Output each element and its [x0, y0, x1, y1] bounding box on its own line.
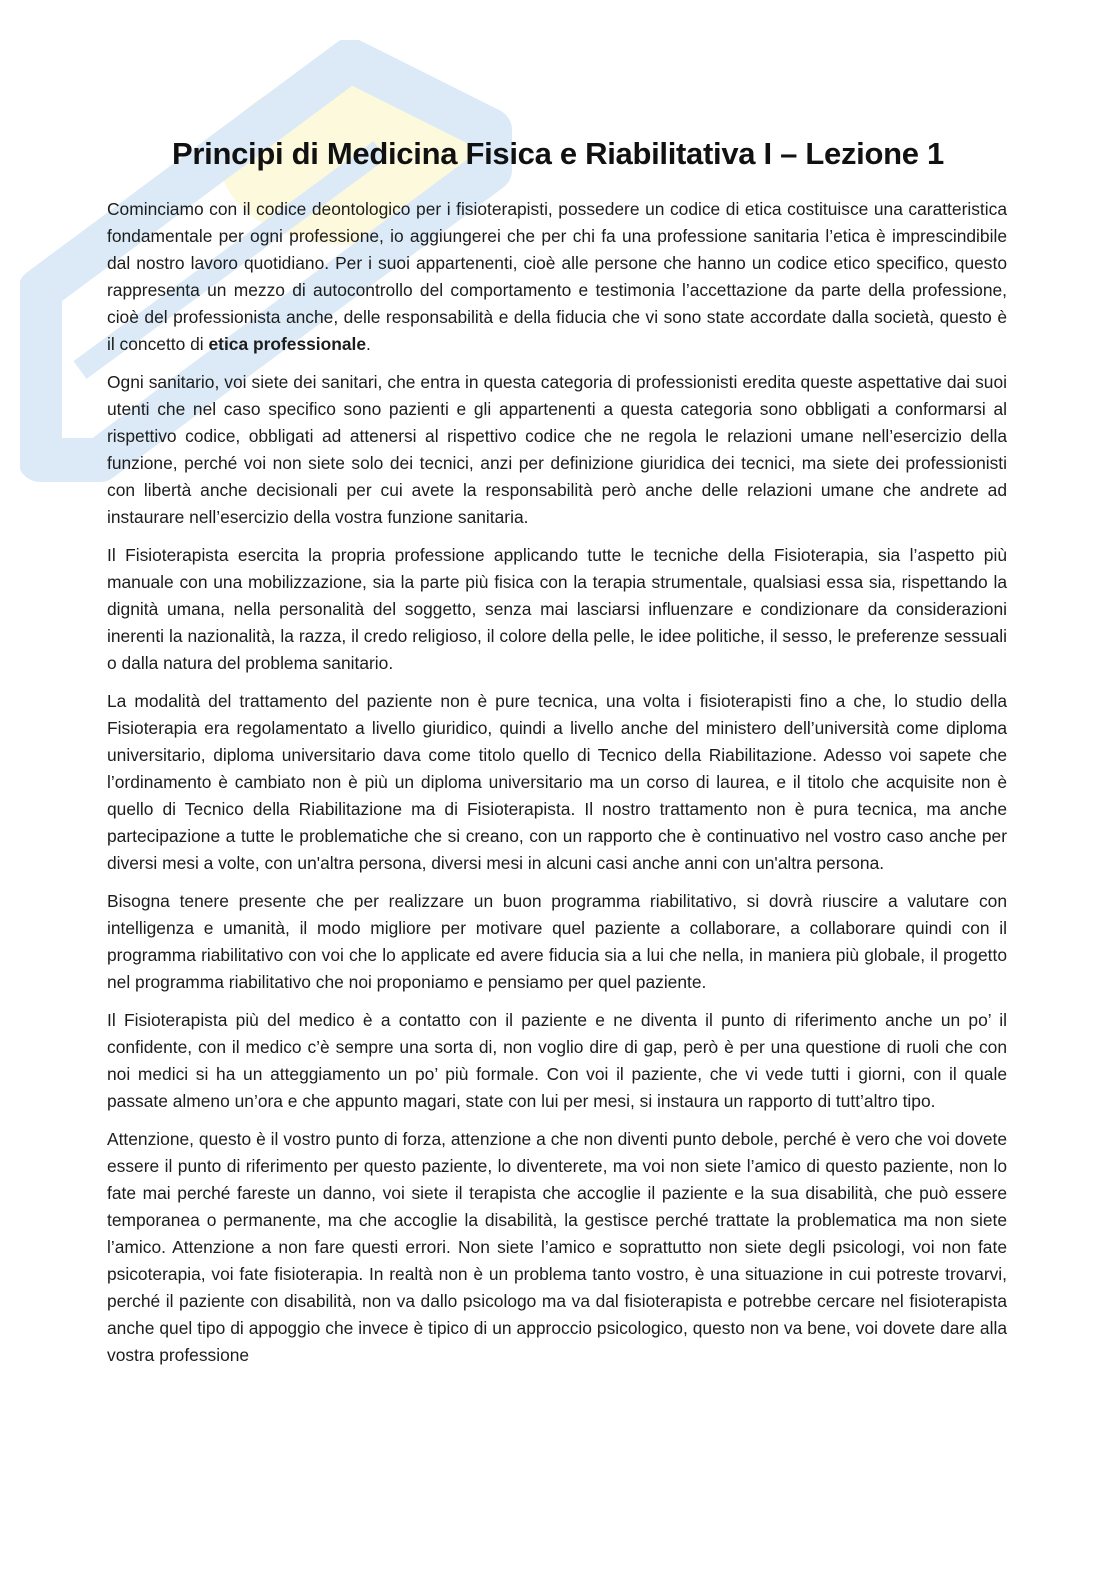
paragraph-1-end: .: [366, 334, 371, 354]
paragraph-2: Ogni sanitario, voi siete dei sanitari, che entra in questa categoria di professionisti eredita queste aspettative dai suoi utenti che nel caso specifico sono pazienti e gli appartenenti a questa categoria sono obbligati a conformarsi al rispettivo codice, obbligati ad attenersi al rispettivo codice che ne regola le relazioni umane nell’esercizio della funzione, perché voi non siete solo dei tecnici, anzi per definizione giuridica dei tecnici, ma siete dei professionisti con libertà anche decisionali per cui avete la responsabilità però anche delle relazioni umane che andrete ad instaurare nell’esercizio della vostra funzione sanitaria.: [107, 372, 1007, 527]
paragraph-6: Il Fisioterapista più del medico è a contatto con il paziente e ne diventa il punto di riferimento anche un po’ il confidente, con il medico c’è sempre una sorta di, non voglio dire di gap, però è per una questione di ruoli che con noi medici si ha un atteggiamento un po’ più formale. Con voi il paziente, che vi vede tutti i giorni, con il quale passate almeno un’ora e che appunto magari, state con lui per mesi, si instaura un rapporto di tutt’altro tipo.: [107, 1010, 1007, 1111]
paragraph-5: Bisogna tenere presente che per realizzare un buon programma riabilitativo, si dovrà riuscire a valutare con intelligenza e umanità, il modo migliore per motivare quel paziente a collaborare, a collaborare quindi con il programma riabilitativo con voi che lo applicate ed avere fiducia sia a lui che nella, in maniera più globale, il progetto nel programma riabilitativo che noi proponiamo e pensiamo per quel paziente.: [107, 891, 1007, 992]
paragraph-7: Attenzione, questo è il vostro punto di forza, attenzione a che non diventi punto debole, perché è vero che voi dovete essere il punto di riferimento per questo paziente, lo diventerete, ma voi non siete l’amico di questo paziente, non lo fate mai perché fareste un danno, voi siete il terapista che accoglie il paziente e la sua disabilità, che può essere temporanea o permanente, ma che accoglie la disabilità, la gestisce perché trattate la problematica ma non siete l’amico. Attenzione a non fare questi errori. Non siete l’amico e soprattutto non siete degli psicologi, voi non fate psicoterapia, voi fate fisioterapia. In realtà non è un problema tanto vostro, è una situazione in cui potreste trovarvi, perché il paziente con disabilità, non va dallo psicologo ma va dal fisioterapista e potrebbe cercare nel fisioterapista anche quel tipo di appoggio che invece è tipico di un approccio psicologico, questo non va bene, voi dovete dare alla vostra professione: [107, 1129, 1007, 1365]
page-title: Principi di Medicina Fisica e Riabilitativa I – Lezione 1: [172, 136, 944, 171]
bold-term-etica-professionale: etica professionale: [208, 334, 367, 354]
document-body: [107, 196, 1007, 1380]
paragraph-1-text: Cominciamo con il codice deontologico per i fisioterapisti, possedere un codice di etica costituisce una caratteristica fondamentale per ogni professione, io aggiungerei che per chi fa una professione sanitaria l’etica è imprescindibile dal nostro lavoro quotidiano. Per i suoi appartenenti, cioè alle persone che hanno un codice etico specifico, questo rappresenta un mezzo di autocontrollo del comportamento e testimonia l’accettazione da parte della professione, cioè del professionista anche, delle responsabilità e della fiducia che vi sono state accordate dalla società, questo è il concetto di: [107, 199, 1007, 354]
paragraph-1: [107, 196, 1007, 358]
paragraph-3: Il Fisioterapista esercita la propria professione applicando tutte le tecniche della Fisioterapia, sia l’aspetto più manuale con una mobilizzazione, sia la parte più fisica con la terapia strumentale, qualsiasi essa sia, rispettando la dignità umana, nella personalità del soggetto, senza mai lasciarsi influenzare e condizionare da considerazioni inerenti la nazionalità, la razza, il credo religioso, il colore della pelle, le idee politiche, il sesso, le preferenze sessuali o dalla natura del problema sanitario.: [107, 545, 1007, 673]
paragraph-4: La modalità del trattamento del paziente non è pure tecnica, una volta i fisioterapisti fino a che, lo studio della Fisioterapia era regolamentato a livello giuridico, quindi a livello anche del ministero dell’università come diploma universitario, diploma universitario dava come titolo quello di Tecnico della Riabilitazione. Adesso voi sapete che l’ordinamento è cambiato non è più un diploma universitario ma un corso di laurea, e il titolo che acquisite non è quello di Tecnico della Riabilitazione ma di Fisioterapista. Il nostro trattamento non è pura tecnica, ma anche partecipazione a tutte le problematiche che si creano, con un rapporto che è continuativo nel vostro caso anche per diversi mesi a volte, con un'altra persona, diversi mesi in alcuni casi anche anni con un'altra persona.: [107, 691, 1007, 873]
